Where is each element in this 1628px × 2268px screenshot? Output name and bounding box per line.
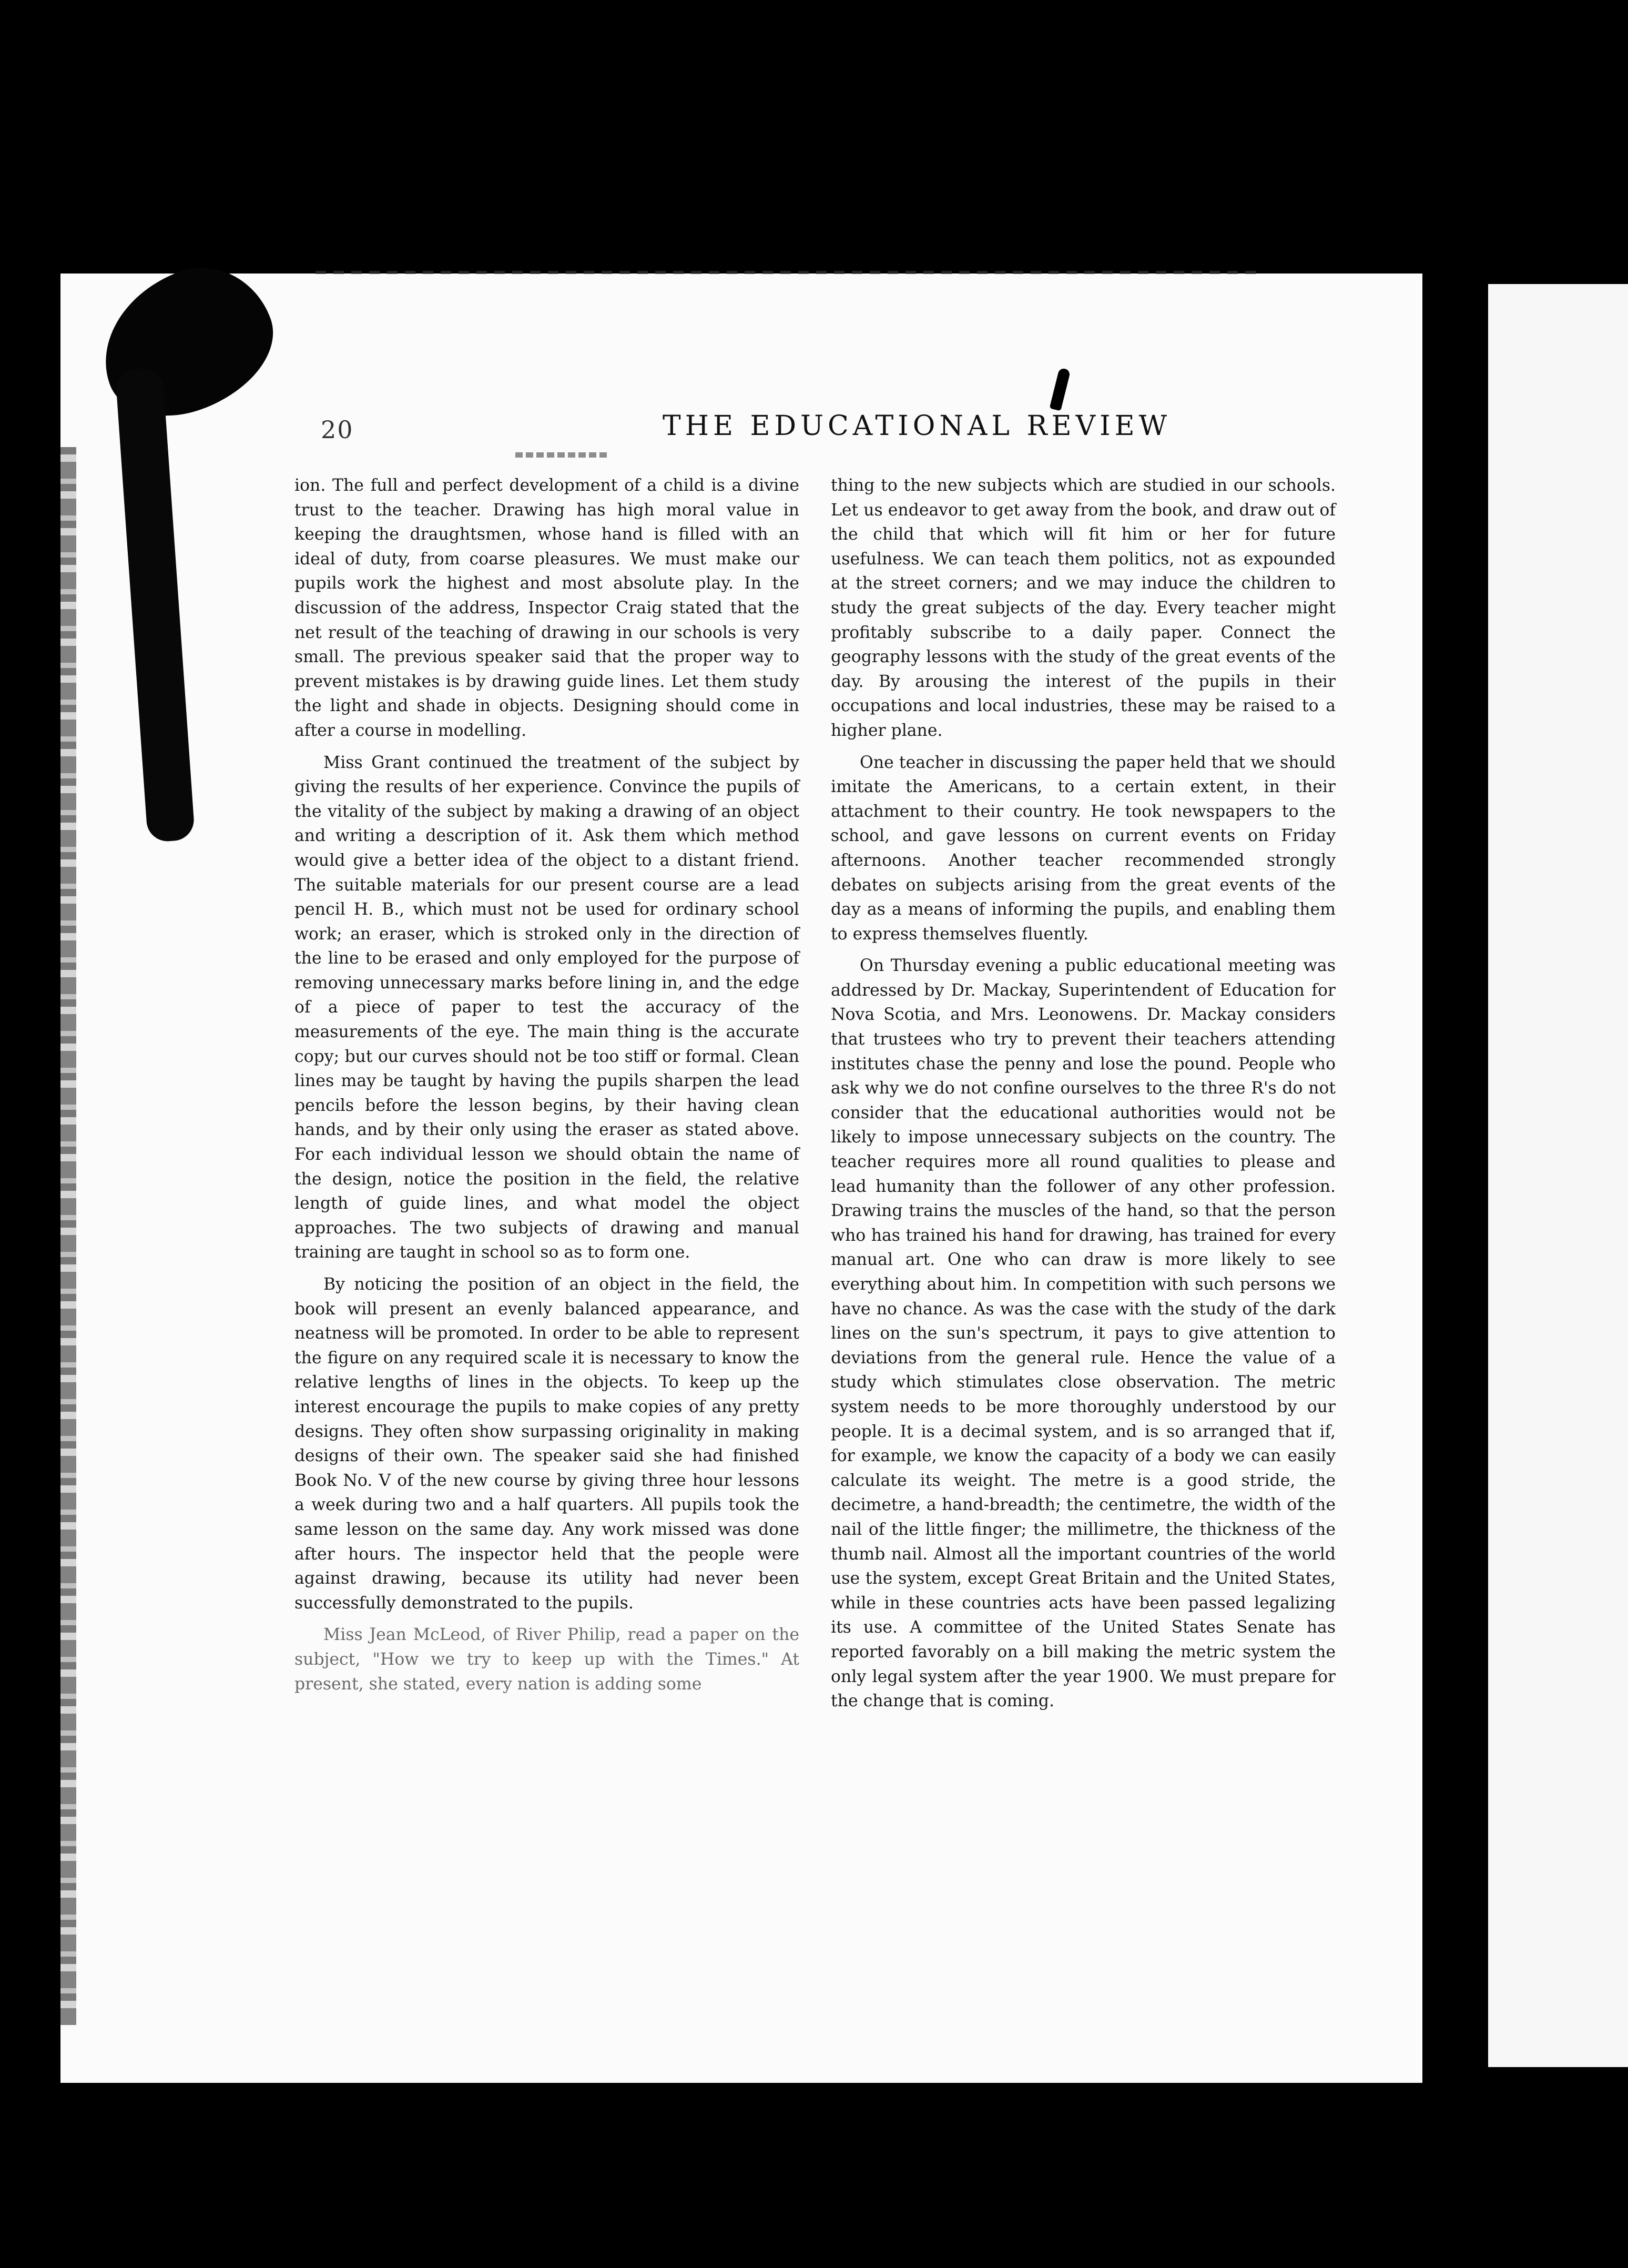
right-column <box>831 473 1336 1714</box>
page-edge-shadow <box>60 447 76 2025</box>
paragraph: Miss Jean McLeod, of River Philip, read a paper on the subject, "How we try to keep up with the Times." At present, she stated, every nation is adding some <box>294 1625 799 1694</box>
running-title: THE EDUCATIONAL REVIEW <box>663 410 1172 442</box>
paragraph: ion. The full and perfect development of a child is a divine trust to the teacher. Drawing has high moral value in keeping the draughtsmen, whose hand is filled with an ideal of duty, from coarse pleasures. We must make our pupils work the highest and most absolute play. In the discussion of the address, Inspector Craig stated that the net result of the teaching of drawing in our schools is very small. The previous speaker said that the proper way to prevent mistakes is by drawing guide lines. Let them study the light and shade in objects. Designing should come in after a course in modelling. <box>294 476 799 740</box>
adjacent-page-edge <box>1488 284 1628 2067</box>
paragraph: One teacher in discussing the paper held that we should imitate the Americans, to a certain extent, in their attachment to their country. He took newspapers to the school, and gave lessons on current events on Friday afternoons. Another teacher recommended strongly debates on subjects arising from the great events of the day as a means of informing the pupils, and enabling them to express themselves fluently. <box>831 753 1336 944</box>
page-number: 20 <box>321 416 354 444</box>
page-top-edge <box>316 271 1262 274</box>
paragraph: By noticing the position of an object in the field, the book will present an evenly balanced appearance, and neatness will be promoted. In order to be able to represent the figure on any required scale it is necessary to know the relative lengths of lines in the objects. To keep up the interest encourage the pupils to make copies of any pretty designs. They often show surpassing originality in making designs of their own. The speaker said she had finished Book No. V of the new course by giving three hour lessons a week during two and a half quarters. All pupils took the same lesson on the same day. Any work missed was done after hours. The inspector held that the people were against drawing, because its utility had never been successfully demonstrated to the pupils. <box>294 1275 799 1613</box>
scanner-bed-bottom <box>0 2083 1628 2268</box>
scan-speck <box>1450 1895 1462 1908</box>
paragraph: thing to the new subjects which are studied in our schools. Let us endeavor to get away from the book, and draw out of the child that which will fit him or her for future usefulness. We can teach them politics, not as expounded at the street corners; and we may induce the children to study the great subjects of the day. Every teacher might profitably subscribe to a daily paper. Connect the geography lessons with the study of the great events of the day. By arousing the interest of the pupils in their occupations and local industries, these may be raised to a higher plane. <box>831 476 1336 740</box>
scan-speck <box>1452 1951 1464 1965</box>
header-rule <box>515 452 610 458</box>
left-column <box>294 473 799 1696</box>
page-header <box>294 410 1357 452</box>
paragraph: Miss Grant continued the treatment of the subject by giving the results of her experience. Convince the pupils of the vitality of the subject by making a drawing of an object and writing a description of it. Ask them which method would give a better idea of the object to a distant friend. The suitable materials for our present course are a lead pencil H. B., which must not be used for ordinary school work; an eraser, which is stroked only in the direction of the line to be erased and only employed for the purpose of removing unnecessary marks before lining in, and the edge of a piece of paper to test the accuracy of the measurements of the eye. The main thing is the accurate copy; but our curves should not be too stiff or formal. Clean lines may be taught by having the pupils sharpen the lead pencils before the lesson begins, by their having clean hands, and by their only using the eraser as stated above. For each individual lesson we should obtain the name of the design, notice the position in the field, the relative length of guide lines, and what model the object approaches. The two subjects of drawing and manual training are taught in school so as to form one. <box>294 753 799 1262</box>
paragraph: On Thursday evening a public educational meeting was addressed by Dr. Mackay, Superintendent of Education for Nova Scotia, and Mrs. Leonowens. Dr. Mackay considers that trustees who try to prevent their teachers attending institutes chase the penny and lose the pound. People who ask why we do not confine ourselves to the three R's do not consider that the educational authorities would not be likely to impose unnecessary subjects on the country. The teacher requires more all round qualities to please and lead humanity than the follower of any other profession. Drawing trains the muscles of the hand, so that the person who has trained his hand for drawing, has trained for every manual art. One who can draw is more likely to see everything about him. In competition with such persons we have no chance. As was the case with the study of the dark lines on the sun's spectrum, it pays to give attention to deviations from the general rule. Hence the value of a study which stimulates close observation. The metric system needs to be more thoroughly understood by our people. It is a decimal system, and is so arranged that if, for example, we know the capacity of a body we can easily calculate its weight. The metre is a good stride, the decimetre, a hand-breadth; the centimetre, the width of the nail of the little finger; the millimetre, the thickness of the thumb nail. Almost all the important countries of the world use the system, except Great Britain and the United States, while in these countries acts have been passed legalizing its use. A committee of the United States Senate has reported favorably on a bill making the metric system the only legal system after the year 1900. We must prepare for the change that is coming. <box>831 956 1336 1711</box>
